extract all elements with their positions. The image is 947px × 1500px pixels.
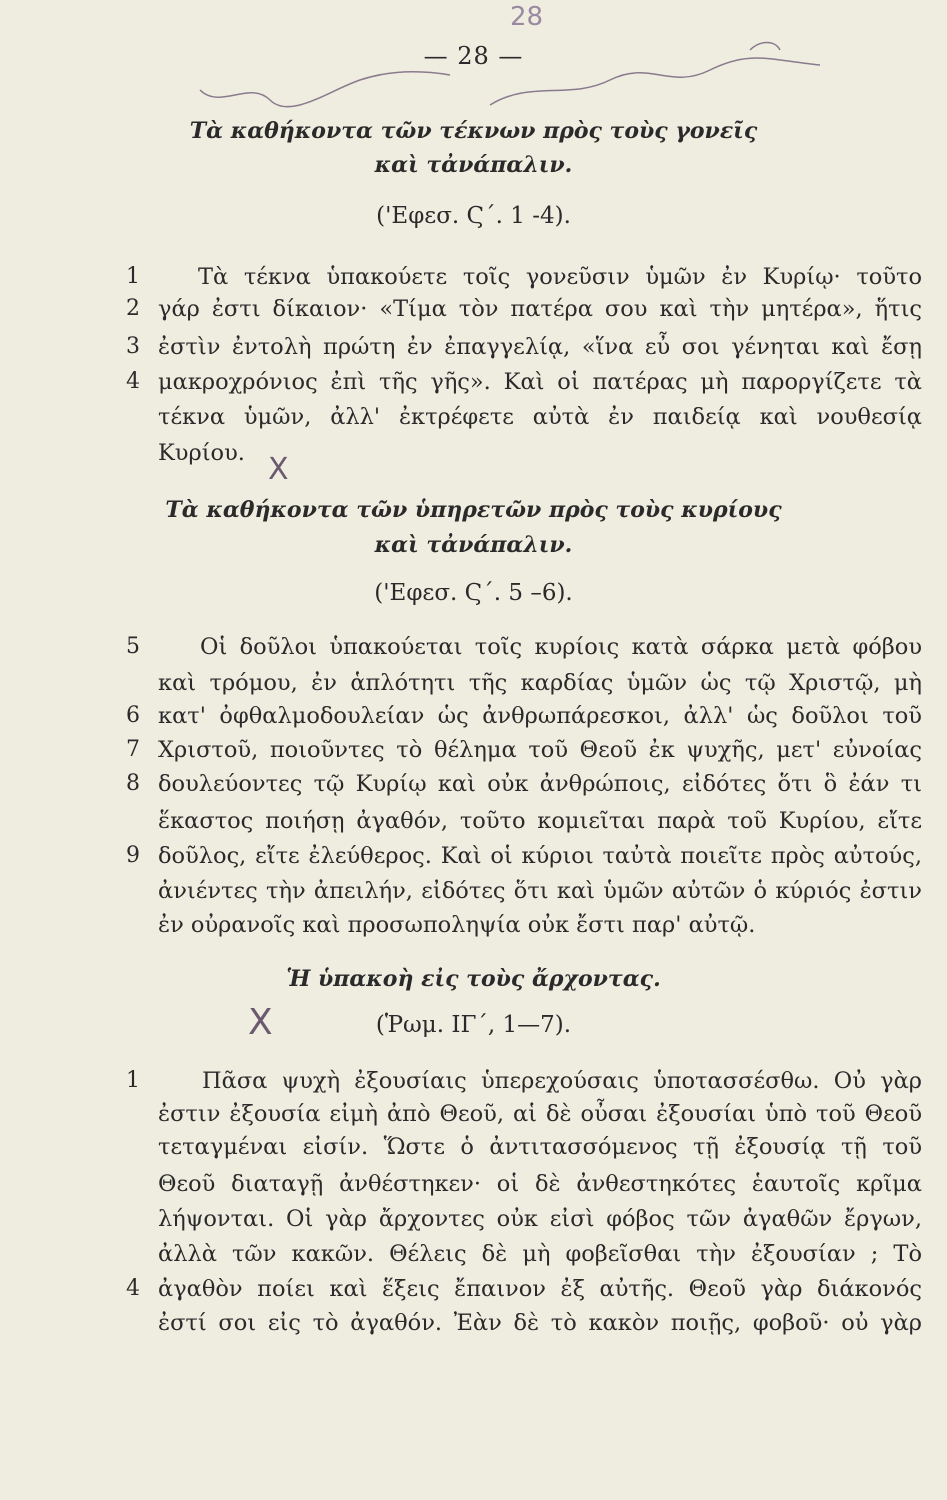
text-line: Θεοῦ διαταγῇ ἀνθέστηκεν· οἱ δὲ ἀνθεστηκότες ἑαυτοῖς κρῖμα bbox=[158, 1171, 922, 1197]
text-line: ἐστί σοι εἰς τὸ ἀγαθόν. Ἐὰν δὲ τὸ κακὸν ποιῇς, φοβοῦ· οὐ γὰρ bbox=[158, 1310, 922, 1336]
text-line: ἀλλὰ τῶν κακῶν. Θέλεις δὲ μὴ φοβεῖσθαι τὴν ἐξουσίαν ; Τὸ bbox=[158, 1241, 922, 1267]
text-line: λήψονται. Οἱ γὰρ ἄρχοντες οὐκ εἰσὶ φόβος τῶν ἀγαθῶν ἔργων, bbox=[158, 1206, 922, 1232]
text-line: ἐστιν ἐξουσία εἰμὴ ἀπὸ Θεοῦ, αἱ δὲ οὖσαι ἐξουσίαι ὑπὸ τοῦ Θεοῦ bbox=[158, 1101, 922, 1127]
handwritten-cross-mark: X bbox=[268, 452, 289, 487]
verse-number: 4 bbox=[126, 1276, 140, 1301]
page-number: — 28 — bbox=[423, 42, 524, 70]
text-line: δουλεύοντες τῷ Κυρίῳ καὶ οὐκ ἀνθρώποις, εἰδότες ὅτι ὃ ἐάν τι bbox=[158, 771, 922, 797]
verse-number: 5 bbox=[126, 634, 140, 659]
text-line: τεταγμέναι εἰσίν. Ὥστε ὁ ἀντιτασσόμενος τῇ ἐξουσίᾳ τῇ τοῦ bbox=[158, 1134, 922, 1160]
handwritten-scribble bbox=[190, 20, 830, 130]
verse-number: 1 bbox=[126, 264, 140, 289]
section-heading: Τὰ καθήκοντα τῶν τέκνων πρὸς τοὺς γονεῖς bbox=[189, 118, 758, 144]
text-line: Οἱ δοῦλοι ὑπακούεται τοῖς κυρίοις κατὰ σάρκα μετὰ φόβου bbox=[200, 634, 922, 660]
section-heading-cont: καὶ τἀνάπαλιν. bbox=[374, 532, 573, 558]
text-line: τέκνα ὑμῶν, ἀλλ' ἐκτρέφετε αὐτὰ ἐν παιδείᾳ καὶ νουθεσίᾳ bbox=[158, 404, 922, 430]
text-line: ἐν οὐρανοῖς καὶ προσωποληψία οὐκ ἔστι παρ' αὐτῷ. bbox=[158, 912, 756, 938]
text-line: δοῦλος, εἴτε ἐλεύθερος. Καὶ οἱ κύριοι ταὐτὰ ποιεῖτε πρὸς αὐτούς, bbox=[158, 843, 922, 869]
text-line: μακροχρόνιος ἐπὶ τῆς γῆς». Καὶ οἱ πατέρας μὴ παροργίζετε τὰ bbox=[158, 369, 922, 395]
text-line: κατ' ὀφθαλμοδουλείαν ὡς ἀνθρωπάρεσκοι, ἀλλ' ὡς δοῦλοι τοῦ bbox=[158, 703, 922, 729]
verse-number: 9 bbox=[126, 843, 140, 868]
verse-number: 3 bbox=[126, 334, 140, 359]
scripture-reference: ('Εφεσ. Ϛ΄. 5 –6). bbox=[374, 580, 573, 606]
text-line: Τὰ τέκνα ὑπακούετε τοῖς γονεῦσιν ὑμῶν ἐν Κυρίῳ· τοῦτο bbox=[198, 264, 922, 290]
verse-number: 2 bbox=[126, 296, 140, 321]
section-heading: Τὰ καθήκοντα τῶν ὑπηρετῶν πρὸς τοὺς κυρίους bbox=[165, 497, 782, 523]
handwritten-cross-mark: X bbox=[248, 1002, 273, 1043]
text-line: ἀνιέντες τὴν ἀπειλήν, εἰδότες ὅτι καὶ ὑμῶν αὐτῶν ὁ κύριός ἐστιν bbox=[158, 878, 922, 904]
scripture-reference: ('Εφεσ. Ϛ΄. 1 -4). bbox=[376, 203, 571, 229]
scripture-reference: (Ῥωμ. ΙΓ΄, 1—7). bbox=[375, 1012, 572, 1038]
text-line: Χριστοῦ, ποιοῦντες τὸ θέλημα τοῦ Θεοῦ ἐκ ψυχῆς, μετ' εὐνοίας bbox=[158, 737, 922, 763]
verse-number: 1 bbox=[126, 1068, 140, 1093]
verse-number: 6 bbox=[126, 703, 140, 728]
text-line: Κυρίου. bbox=[158, 440, 245, 466]
section-heading-cont: καὶ τἀνάπαλιν. bbox=[374, 152, 573, 178]
text-line: γάρ ἐστι δίκαιον· «Τίμα τὸν πατέρα σου καὶ τὴν μητέρα», ἥτις bbox=[158, 296, 922, 322]
text-line: Πᾶσα ψυχὴ ἐξουσίαις ὑπερεχούσαις ὑποτασσέσθω. Οὐ γὰρ bbox=[202, 1068, 922, 1094]
text-line: ἀγαθὸν ποίει καὶ ἕξεις ἔπαινον ἐξ αὐτῆς. Θεοῦ γὰρ διάκονός bbox=[158, 1276, 922, 1302]
section-heading: Ἡ ὑπακοὴ εἰς τοὺς ἄρχοντας. bbox=[286, 966, 661, 992]
text-line: ἕκαστος ποιήσῃ ἀγαθόν, τοῦτο κομιεῖται παρὰ τοῦ Κυρίου, εἴτε bbox=[158, 808, 922, 834]
verse-number: 7 bbox=[126, 737, 140, 762]
verse-number: 8 bbox=[126, 771, 140, 796]
text-line: ἐστὶν ἐντολὴ πρώτη ἐν ἐπαγγελίᾳ, «ἵνα εὖ σοι γένηται καὶ ἔσῃ bbox=[158, 334, 922, 360]
text-line: καὶ τρόμου, ἐν ἁπλότητι τῆς καρδίας ὑμῶν ὡς τῷ Χριστῷ, μὴ bbox=[158, 670, 922, 696]
verse-number: 4 bbox=[126, 369, 140, 394]
handwritten-page-number: 28 bbox=[510, 2, 544, 32]
